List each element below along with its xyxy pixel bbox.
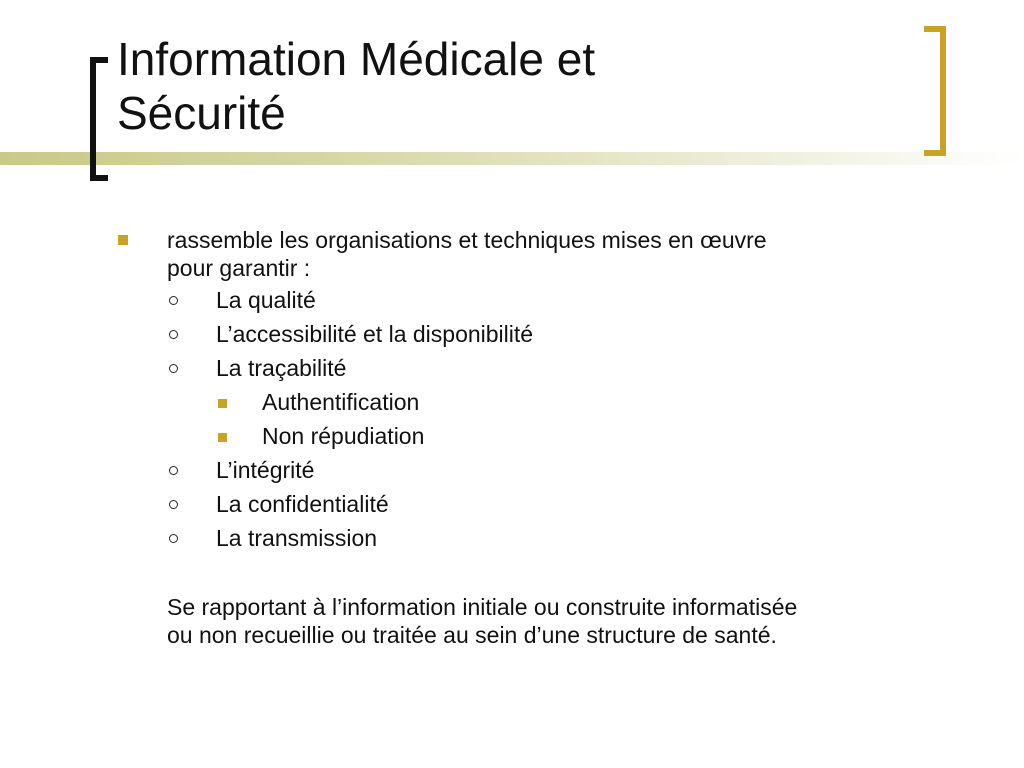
list-item-tracabilite: La traçabilité: [216, 355, 347, 381]
square-bullet-icon: [118, 235, 128, 245]
list-item-qualite: La qualité: [216, 287, 316, 313]
list-item-authentification: Authentification: [262, 389, 420, 415]
list-item-transmission: La transmission: [216, 525, 378, 551]
note-paragraph: [167, 593, 797, 649]
slide-title: [117, 32, 907, 140]
intro-text: [167, 226, 767, 282]
circle-bullet-icon: [169, 296, 178, 305]
list-item-integrite: L’intégrité: [216, 457, 315, 483]
square-bullet-icon: [218, 399, 227, 408]
circle-bullet-icon: [169, 466, 178, 475]
square-bullet-icon: [218, 433, 227, 442]
intro-line-2: pour garantir :: [167, 255, 311, 281]
list-item-confidentialite: La confidentialité: [216, 491, 389, 517]
title-band: [0, 152, 1024, 165]
circle-bullet-icon: [169, 534, 178, 543]
circle-bullet-icon: [169, 364, 178, 373]
note-line-2: ou non recueillie ou traitée au sein d’une structure de santé.: [167, 622, 777, 648]
slide-title-line-2: Sécurité: [117, 87, 286, 139]
circle-bullet-icon: [169, 500, 178, 509]
slide-title-line-1: Information Médicale et: [117, 33, 596, 85]
list-item-accessibilite: L’accessibilité et la disponibilité: [216, 321, 534, 347]
note-line-1: Se rapportant à l’information initiale ou construite informatisée: [167, 594, 798, 620]
intro-line-1: rassemble les organisations et techniques mises en œuvre: [167, 227, 767, 253]
circle-bullet-icon: [169, 330, 178, 339]
left-bracket-decoration: [90, 57, 108, 181]
right-bracket-decoration: [924, 26, 946, 156]
list-item-non-repudiation: Non répudiation: [262, 423, 425, 449]
